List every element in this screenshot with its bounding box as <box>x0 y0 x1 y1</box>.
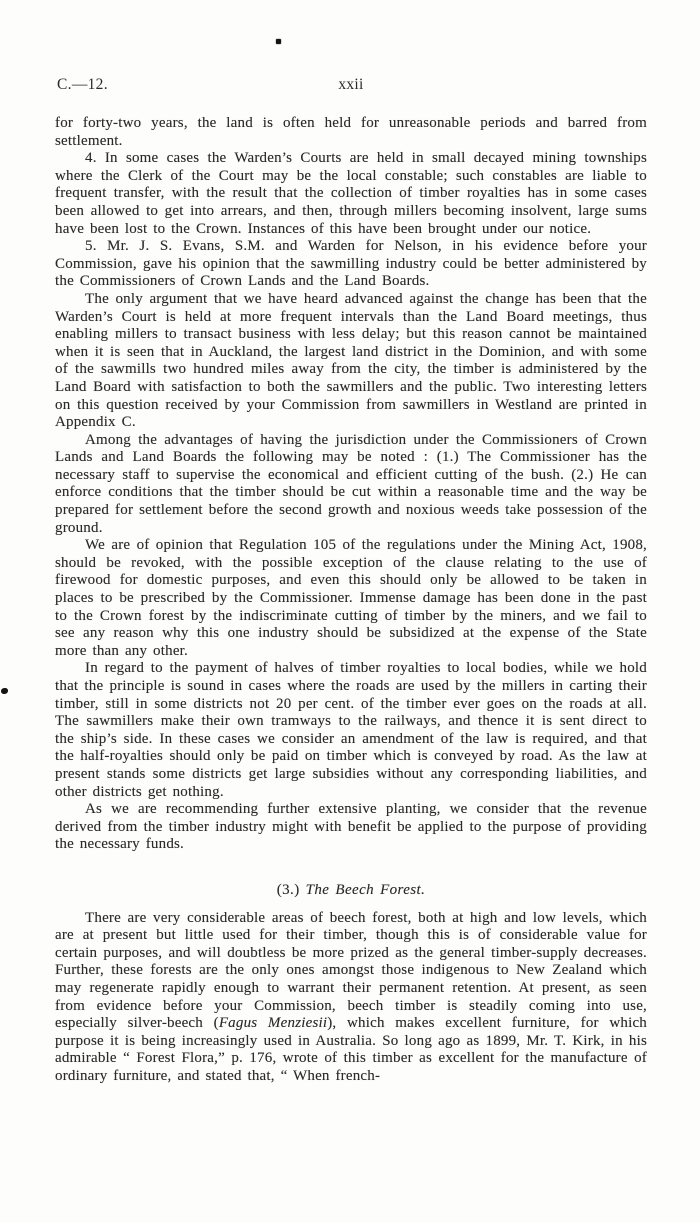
text-run: 4. In some cases the Warden’s Courts are held in small decayed mining townships where the Clerk of the Court may be the local constable; such constables are liable to frequent transfer, with the result that the collection of timber royalties has in some cases been allowed to get into arrears, and then, through millers becoming insolvent, large sums have been lost to the Crown. Instances of this have been brought under our notice. <box>55 150 647 237</box>
paragraph <box>55 291 647 432</box>
text-run: There are very considerable areas of beech forest, both at high and low levels, which are at present but little used for their timber, though this is of considerable value for certain purposes, and will doubtless be more prized as the general timber-supply decreases. Further, these forests are the only ones amongst those indigenous to New Zealand which may regenerate rapidly enough to warrant their permanent retention. At present, as seen from evidence before your Commission, beech timber is steadily coming into use, especially silver-beech ( <box>55 909 647 1032</box>
italic-text-run: Fagus Menziesii <box>218 1015 328 1032</box>
page-content <box>55 76 647 1085</box>
text-run: As we are recommending further extensive planting, we consider that the revenue derived from the timber industry might with benefit be applied to the purpose of providing the necessary funds. <box>55 801 647 853</box>
paragraph <box>55 150 647 238</box>
paragraph <box>55 238 647 291</box>
paragraph <box>55 537 647 660</box>
text-run: ), which makes excellent furniture, for which purpose it is being increasingly used in Australia. So long ago as 1899, Mr. T. Kirk, in his admirable “ Forest Flora,” p. 176, wrote of this timber as excellent for the manufacture of ordinary furniture, and stated that, “ When french- <box>55 1015 648 1084</box>
paragraph <box>55 660 647 801</box>
paragraph <box>55 115 647 150</box>
text-run: (3.) <box>276 881 306 898</box>
paragraph <box>55 801 647 854</box>
italic-text-run: The Beech Forest. <box>305 881 426 898</box>
text-run: 5. Mr. J. S. Evans, S.M. and Warden for Nelson, in his evidence before your Commission, gave his opinion that the sawmilling industry could be better administered by the Commissioners of Crown Lands and the Land Boards. <box>55 238 647 290</box>
document-body <box>55 115 647 1085</box>
ink-speck-top <box>276 39 281 44</box>
text-run: We are of opinion that Regulation 105 of the regulations under the Mining Act, 1908, should be revoked, with the possible exception of the clause relating to the use of firewood for domestic purposes, and even this should only be allowed to be taken in places to be prescribed by the Commissioner. Immense damage has been done in the past to the Crown forest by the indiscriminate cutting of timber by the miners, and we fail to see any reason why this one industry should be subsidized at the expense of the State more than any other. <box>55 537 647 659</box>
paragraph <box>55 432 647 538</box>
paragraph <box>55 910 647 1086</box>
text-run: for forty-two years, the land is often held for unreasonable periods and barred from settlement. <box>55 115 647 149</box>
section-heading <box>55 882 647 900</box>
page-header <box>55 76 647 96</box>
page-number: xxii <box>338 76 364 93</box>
text-run: In regard to the payment of halves of timber royalties to local bodies, while we hold that the principle is sound in cases where the roads are used by the millers in carting their timber, still in some districts not 20 per cent. of the timber ever goes on the roads at all. The sawmillers make their own tramways to the railways, and thence it is sent direct to the ship’s side. In these cases we consider an amendment of the law is required, and that the half-royalties should only be paid on timber which is conveyed by road. As the law at present stands some districts get large subsidies without any corresponding liabilities, and other districts get nothing. <box>55 660 647 800</box>
document-reference: C.—12. <box>57 76 108 93</box>
text-run: The only argument that we have heard advanced against the change has been that the Warden’s Court is held at more frequent intervals than the Land Board meetings, thus enabling millers to transact business with less delay; but this reason cannot be maintained when it is seen that in Auckland, the largest land district in the Dominion, and with some of the sawmills two hundred miles away from the city, the timber is administered by the Land Board with satisfaction to both the sawmillers and the public. Two interesting letters on this question received by your Commission from sawmillers in Westland are printed in Appendix C. <box>55 290 647 431</box>
ink-speck-left-margin <box>1 688 8 694</box>
text-run: Among the advantages of having the jurisdiction under the Commissioners of Crown Lands and Land Boards the following may be noted : (1.) The Commissioner has the necessary staff to supervise the economical and efficient cutting of the bush. (2.) He can enforce conditions that the timber should be cut within a reasonable time and the way be prepared for settlement before the second growth and noxious weeds take possession of the ground. <box>55 431 647 536</box>
